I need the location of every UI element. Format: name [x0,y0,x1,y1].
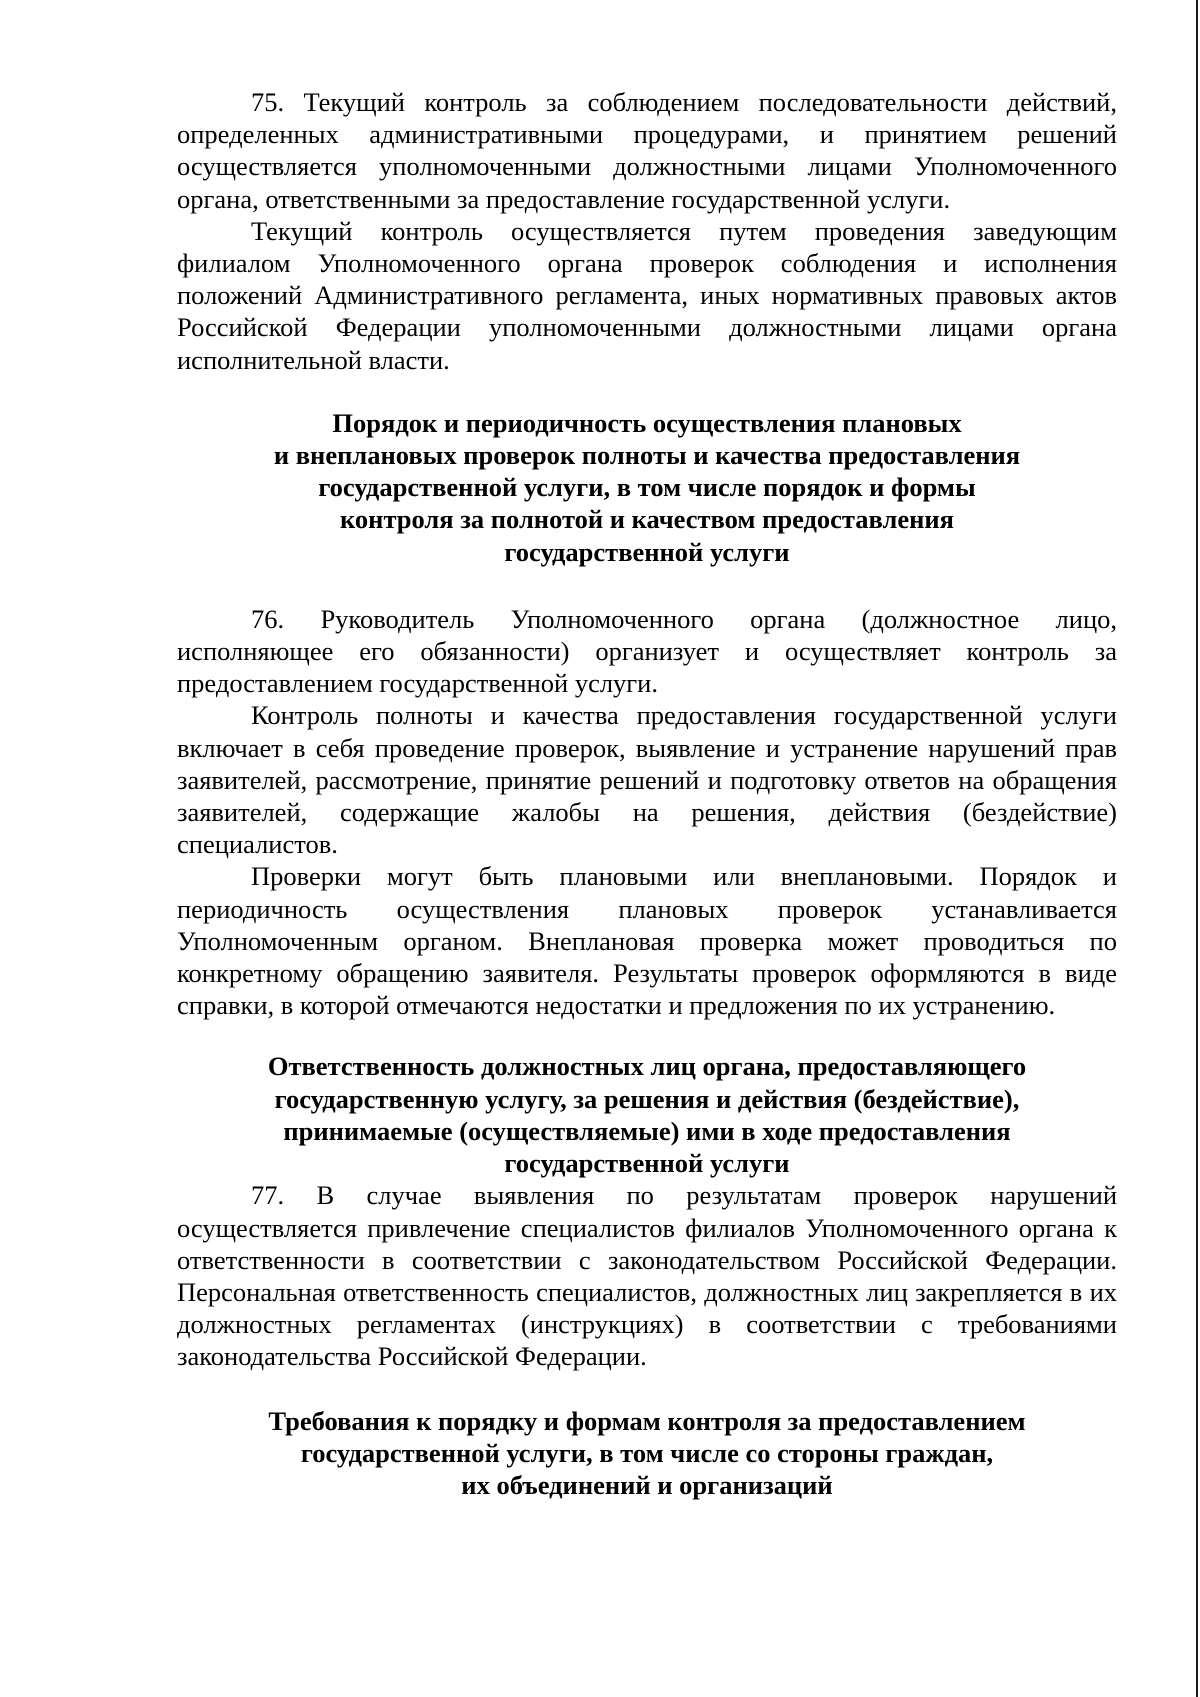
paragraph-75-1: 75. Текущий контроль за соблюдением последовательности действий, определенных административными процедурами, и принятием решений осуществляется уполномоченными должностными лицами Уполномоченного органа, ответственными за предоставление государственной услуги. [177,87,1117,214]
paragraph-76-1: 76. Руководитель Уполномоченного органа (должностное лицо, исполняющее его обязанности) организует и осуществляет контроль за предоставлением государственной услуги. [177,603,1117,699]
scan-edge-line [1196,0,1198,1697]
paragraph-77-1: 77. В случае выявления по результатам проверок нарушений осуществляется привлечение специалистов филиалов Уполномоченного органа к ответственности в соответствии с законодательством Российской Федерации. Персональная ответственность специалистов, должностных лиц закрепляется в их должностных регламентах (инструкциях) в соответствии с требованиями законодательства Российской Федерации. [177,1180,1117,1372]
paragraph-76-2: Контроль полноты и качества предоставления государственной услуги включает в себя проведение проверок, выявление и устранение нарушений прав заявителей, рассмотрение, принятие решений и подготовку ответов на обращения заявителей, содержащие жалобы на решения, действия (бездействие) специалистов. [177,700,1117,860]
section-heading-control-requirements: Требования к порядку и формам контроля за предоставлением государственной услуги, в том числе со стороны граждан, их объединений и организаций [268,1405,1026,1500]
document-body [177,86,1117,1501]
section-heading-responsibility: Ответственность должностных лиц органа, предоставляющего государственную услугу, за решения и действия (бездействие), принимаемые (осуществляемые) ими в ходе предоставления государственной услуги [267,1051,1027,1179]
paragraph-76-3: Проверки могут быть плановыми или внеплановыми. Порядок и периодичность осуществления плановых проверок устанавливается Уполномоченным органом. Внеплановая проверка может проводиться по конкретному обращению заявителя. Результаты проверок оформляются в виде справки, в которой отмечаются недостатки и предложения по их устранению. [177,861,1117,1021]
paragraph-75-2: Текущий контроль осуществляется путем проведения заведующим филиалом Уполномоченного органа проверок соблюдения и исполнения положений Административного регламента, иных нормативных правовых актов Российской Федерации уполномоченными должностными лицами органа исполнительной власти. [177,215,1117,375]
section-heading-inspections: Порядок и периодичность осуществления плановых и внеплановых проверок полноты и качества предоставления государственной услуги, в том числе порядок и формы контроля за полнотой и качеством предоставления государственной услуги [273,407,1021,567]
